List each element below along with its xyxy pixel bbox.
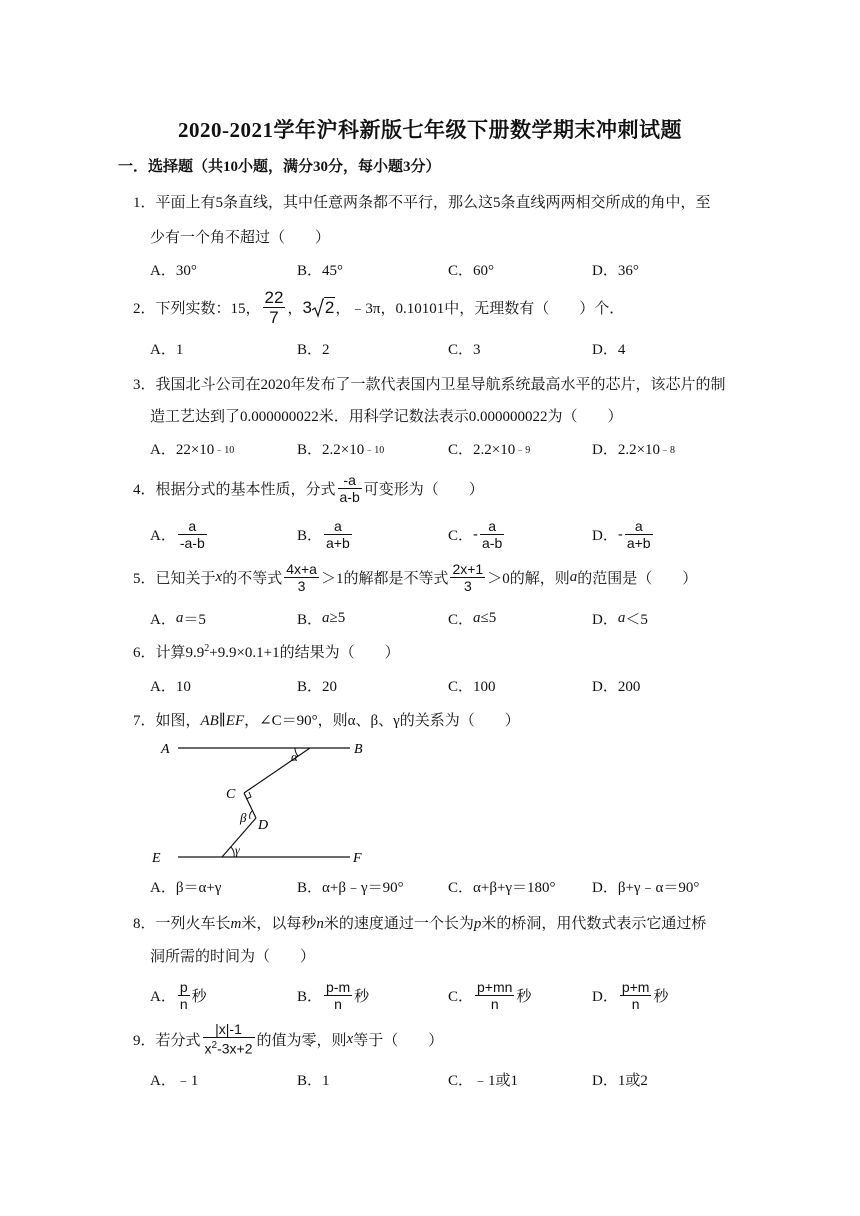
q5-fraction-1 [284, 561, 319, 594]
q6-option-c: C．100 [448, 678, 496, 695]
q4-d-frac [625, 518, 653, 551]
q9-den-exp: 2 [211, 1040, 218, 1052]
question-6 [133, 641, 400, 662]
q4-d-sign: - [617, 525, 623, 543]
q1-option-a: A．30° [150, 262, 197, 279]
q3-option-a [150, 431, 234, 465]
q7-text-pre: 7．如图， [133, 713, 201, 729]
q8-option-b [297, 976, 369, 1014]
q2-root-arg: 2 [324, 297, 335, 317]
label-c: C [226, 787, 236, 802]
q3-option-d [592, 431, 675, 465]
question-5 [133, 558, 697, 596]
q8-var-p: p [473, 916, 482, 932]
q9-text-pre: 9．若分式 [133, 1032, 201, 1049]
q4-a-den: -a-b [179, 534, 205, 551]
q4-text-pre: 4．根据分式的基本性质，分式 [133, 481, 336, 498]
q4-c-frac [480, 518, 504, 551]
q7-ef: EF [225, 713, 245, 729]
q3-b-base: B．2.2×10 [297, 441, 365, 458]
q8-d-unit: 秒 [653, 988, 669, 1005]
q3-c-base: C．2.2×10 [448, 441, 516, 458]
q8-d-label: D． [592, 988, 618, 1005]
q1-option-b: B．45° [297, 262, 344, 279]
q8-a-unit: 秒 [191, 988, 207, 1005]
q2-frac-num: 22 [264, 287, 284, 307]
q4-b-frac [324, 518, 352, 551]
q5-f2-num: 2x+1 [452, 560, 484, 577]
segment-bc [244, 748, 310, 793]
q4-a-label: A． [150, 527, 176, 544]
q5-text-mid2: ＞1的解都是不等式 [320, 570, 449, 587]
q9-options [150, 1062, 750, 1096]
q8-c-den: n [490, 995, 499, 1012]
q4-frac-den: a-b [339, 488, 360, 505]
question-1: 1．平面上有5条直线，其中任意两条都不平行，那么这5条直线两两相交所成的角中，至 [133, 195, 711, 211]
section-heading: 一．选择题（共10小题，满分30分，每小题3分） [118, 159, 441, 175]
question-1-cont: 少有一个角不超过（ ） [150, 230, 331, 246]
q2-sep: ， [287, 300, 303, 317]
q2-root-coef: 3 [302, 297, 312, 317]
gamma-arc [231, 847, 234, 857]
question-7 [133, 709, 520, 730]
q9-den-base: x [204, 1040, 212, 1057]
q9-fraction [203, 1021, 255, 1057]
q5-c-var: a [473, 609, 481, 626]
q5-f2-den: 3 [463, 577, 472, 594]
q5-var-x: x [215, 568, 223, 585]
q4-fraction [338, 472, 362, 505]
q5-c-label: C． [448, 611, 474, 628]
q4-text-post: 可变形为（ ） [363, 481, 484, 498]
label-a: A [161, 742, 170, 757]
q5-fraction-2 [450, 561, 485, 594]
q9-option-b: B．1 [297, 1072, 330, 1089]
q4-option-c [448, 515, 506, 553]
q2-frac-den: 7 [269, 307, 279, 327]
q4-c-num: a [488, 517, 497, 534]
q9-text-post: 等于（ ） [353, 1032, 444, 1049]
q8-c-frac [475, 979, 514, 1012]
q8-b-num: p-m [326, 978, 351, 995]
q3-a-exp: ﹣10 [214, 444, 235, 456]
q8-option-c [448, 976, 531, 1014]
q8-a-label: A． [150, 988, 176, 1005]
q4-d-num: a [634, 517, 643, 534]
q6-sup: 2 [204, 643, 210, 654]
q2-option-c: C．3 [448, 341, 481, 358]
q4-a-num: a [188, 517, 197, 534]
question-3-cont: 造工艺达到了0.000000022米．用科学记数法表示0.000000022为（ ） [150, 409, 623, 425]
q5-d-rel: ＜5 [625, 611, 648, 628]
q5-var-a: a [569, 568, 578, 585]
q2-fraction [263, 288, 286, 327]
q7-parallel: ∥ [218, 713, 226, 729]
q8-text-pre: 8．一列火车长 [133, 916, 231, 932]
q7-option-a: A．β＝α+γ [150, 879, 222, 896]
q9-var-x: x [346, 1030, 354, 1047]
q8-a-num: p [179, 978, 188, 995]
q5-a-label: A． [150, 611, 176, 628]
q8-c-label: C． [448, 988, 474, 1005]
q4-b-den: a+b [326, 534, 350, 551]
q4-option-b [297, 515, 354, 553]
q9-frac-den [203, 1038, 255, 1057]
q5-d-var: a [617, 609, 626, 626]
q3-options [150, 431, 750, 465]
q9-option-c: C．﹣1或1 [448, 1072, 519, 1089]
q8-d-num: p+m [621, 978, 650, 995]
q8-option-a [150, 976, 207, 1014]
question-2 [133, 288, 624, 326]
q6-option-d: D．200 [592, 678, 641, 695]
q7-text-post: ，∠C＝90°，则α、β、γ的关系为（ ） [244, 713, 520, 729]
q8-var-n: n [316, 916, 324, 932]
q4-option-a [150, 515, 209, 553]
q3-c-exp: ﹣9 [515, 444, 531, 456]
q5-option-d [592, 601, 648, 635]
q6-options [150, 668, 750, 702]
q8-options [150, 976, 750, 1014]
q9-option-d: D．1或2 [592, 1072, 648, 1089]
q4-frac-num: -a [343, 471, 356, 488]
q2-option-a: A．1 [150, 341, 184, 358]
q8-var-m: m [230, 916, 242, 932]
q3-option-b [297, 431, 384, 465]
page-title: 2020-2021学年沪科新版七年级下册数学期末冲刺试题 [178, 118, 682, 142]
q4-c-label: C． [448, 527, 474, 544]
q2-text-post: ，﹣3π，0.10101中，无理数有（ ）个． [335, 300, 625, 317]
q8-text-mid1: 米，以每秒 [241, 916, 317, 932]
q7-option-c: C．α+β+γ＝180° [448, 879, 556, 896]
q8-text-mid2: 米的速度通过一个长为 [323, 916, 474, 932]
q8-d-frac [620, 979, 652, 1012]
q5-b-var: a [322, 609, 330, 626]
q8-b-frac [324, 979, 352, 1012]
q8-b-unit: 秒 [354, 988, 370, 1005]
q5-a-rel: ＝5 [183, 611, 206, 628]
label-beta: β [240, 810, 247, 825]
q6-option-a: A．10 [150, 678, 191, 695]
q5-option-a [150, 601, 206, 635]
question-3: 3．我国北斗公司在2020年发布了一款代表国内卫星导航系统最高水平的芯片，该芯片的制 [133, 377, 726, 393]
q1-option-c: C．60° [448, 262, 495, 279]
beta-arc [250, 811, 252, 819]
question-4 [133, 469, 484, 507]
q5-text-post: 的范围是（ ） [577, 570, 698, 587]
q9-frac-num: |x|-1 [215, 1021, 242, 1038]
question-8-cont: 洞所需的时间为（ ） [150, 949, 316, 965]
q4-c-den: a-b [482, 534, 503, 551]
q5-text-mid3: ＞0的解，则 [487, 570, 570, 587]
q3-b-exp: ﹣10 [364, 444, 385, 456]
q7-options [150, 869, 750, 903]
q4-options [150, 515, 750, 553]
label-d: D [258, 818, 269, 833]
label-e: E [152, 851, 161, 866]
q4-c-sign: - [473, 525, 479, 543]
geometry-figure [150, 737, 370, 871]
q6-text-pre: 6．计算9.9 [133, 645, 205, 661]
sqrt-icon [312, 298, 324, 318]
q1-options [150, 252, 750, 286]
q3-a-base: A．22×10 [150, 441, 215, 458]
q7-option-b: B．α+β﹣γ＝90° [297, 879, 404, 896]
q8-c-unit: 秒 [516, 988, 532, 1005]
label-alpha: α [291, 749, 298, 764]
label-b: B [354, 742, 363, 757]
q5-a-var: a [175, 609, 184, 626]
q5-c-rel: ≤5 [480, 609, 497, 626]
q5-b-label: B． [297, 611, 323, 628]
q8-d-den: n [631, 995, 640, 1012]
q9-text-mid: 的值为零，则 [256, 1032, 347, 1049]
q8-c-num: p+mn [477, 978, 513, 995]
q6-option-b: B．20 [297, 678, 338, 695]
q2-options [150, 331, 750, 365]
q5-option-c [448, 601, 496, 635]
q4-b-label: B． [297, 527, 323, 544]
q2-text-pre: 2．下列实数：15， [133, 300, 261, 317]
q4-d-label: D． [592, 527, 618, 544]
label-gamma: γ [235, 843, 240, 857]
q8-b-label: B． [297, 988, 323, 1005]
q5-text-pre: 5．已知关于 [133, 570, 216, 587]
q9-option-a: A．﹣1 [150, 1072, 199, 1089]
q4-a-frac [178, 518, 207, 551]
q3-option-c [448, 431, 530, 465]
q3-d-base: D．2.2×10 [592, 441, 661, 458]
q9-den-rest: -3x+2 [217, 1040, 253, 1057]
q2-option-d: D．4 [592, 341, 626, 358]
q4-b-num: a [333, 517, 342, 534]
q5-d-label: D． [592, 611, 618, 628]
q8-b-den: n [334, 995, 342, 1012]
q4-option-d [592, 515, 655, 553]
label-f: F [353, 851, 362, 866]
q7-ab: AB [200, 713, 219, 729]
q2-option-b: B．2 [297, 341, 330, 358]
q5-option-b [297, 601, 345, 635]
q2-root [302, 297, 335, 318]
q5-f1-num: 4x+a [286, 560, 317, 577]
q8-a-den: n [179, 995, 188, 1012]
question-9 [133, 1018, 443, 1060]
q8-text-post: 米的桥洞，用代数式表示它通过桥 [481, 916, 707, 932]
q5-text-mid1: 的不等式 [222, 570, 283, 587]
q3-d-exp: ﹣8 [660, 444, 676, 456]
q1-option-d: D．36° [592, 262, 639, 279]
q5-b-rel: ≥5 [329, 609, 346, 626]
q5-options [150, 601, 750, 635]
q8-option-d [592, 976, 668, 1014]
q6-text-post: +9.9×0.1+1的结果为（ ） [209, 645, 400, 661]
q4-d-den: a+b [626, 534, 651, 551]
question-8 [133, 912, 706, 933]
q5-f1-den: 3 [297, 577, 306, 594]
q8-a-frac [178, 979, 190, 1012]
q7-option-d: D．β+γ﹣α＝90° [592, 879, 700, 896]
